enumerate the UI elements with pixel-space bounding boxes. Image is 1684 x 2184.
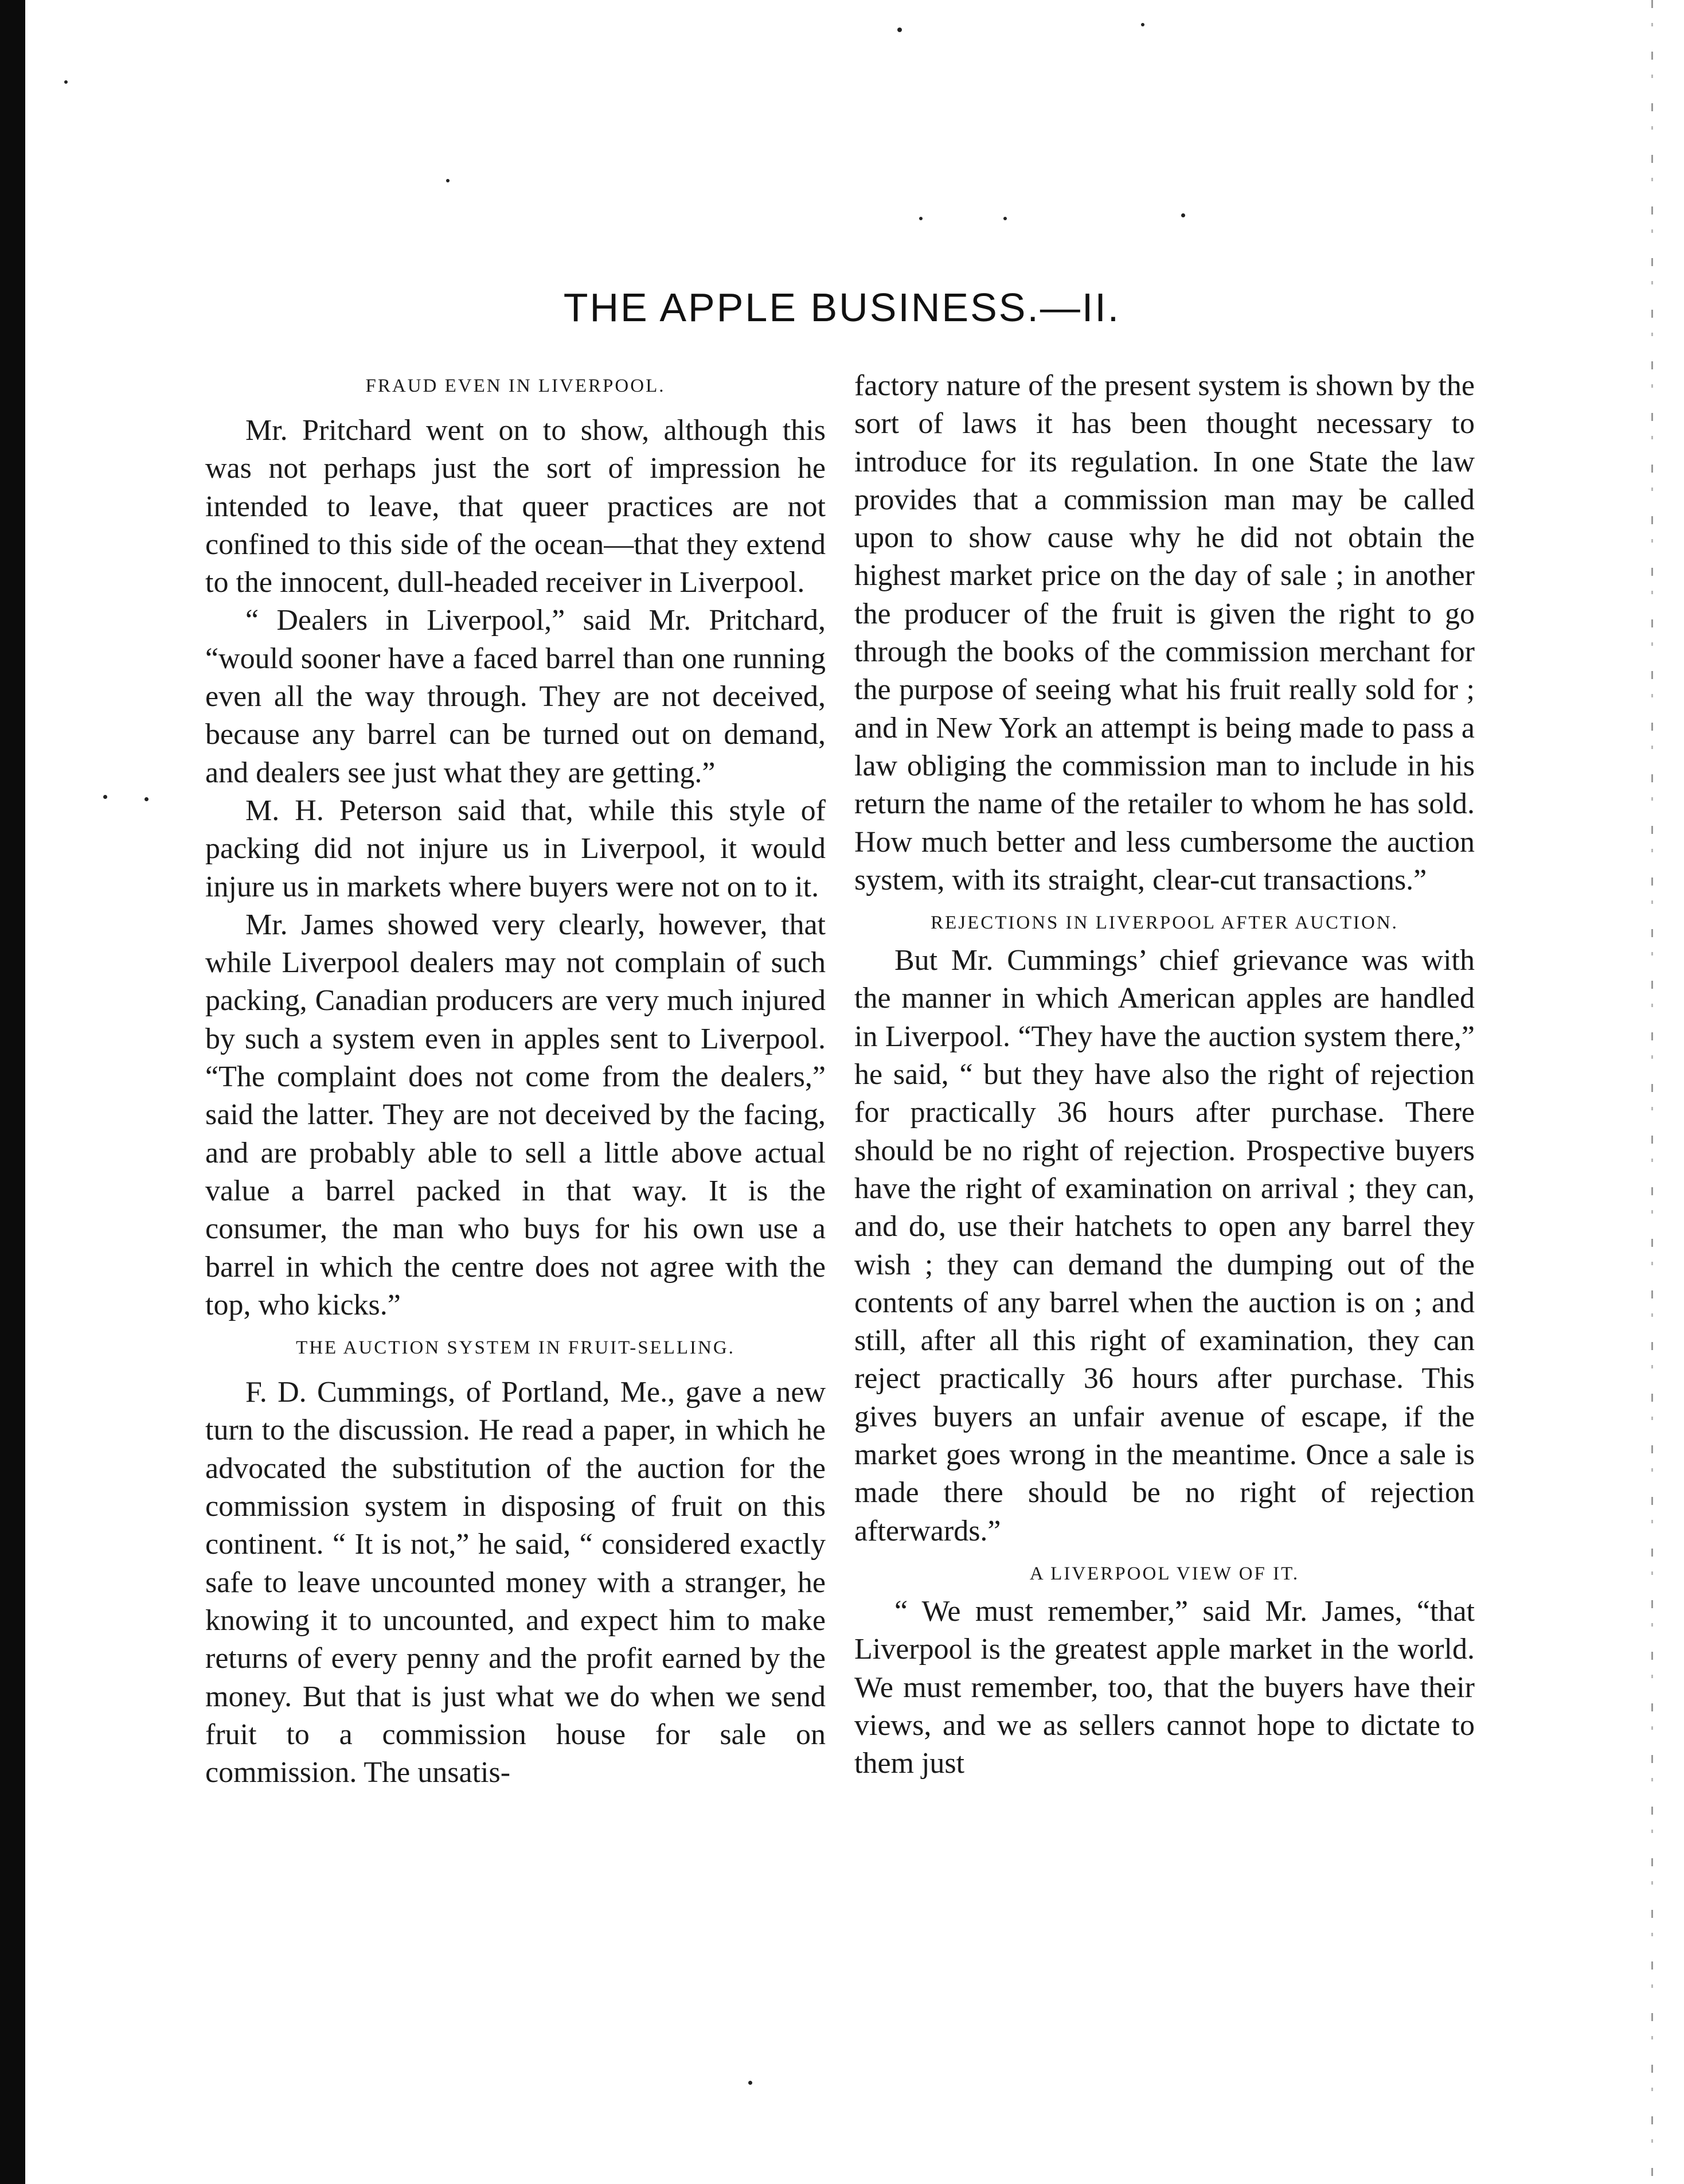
paragraph: Mr. James showed very clearly, however, that while Liverpool dealers may not complain of such packing, Canadian producers are very much injured by such a system even in apples sent to Liverpool. “The complaint does not come from the dealers,” said the latter. They are not deceived by the facing, and are probably able to sell a little above actual value a barrel packed in that way. It is the consumer, the man who buys for his own use a barrel in which the centre does not agree with the top, who kicks.” — [205, 908, 826, 1321]
scan-speck — [1181, 213, 1185, 217]
scan-speck — [897, 28, 902, 32]
right-column — [854, 367, 1475, 1783]
section-heading-rejections: REJECTIONS IN LIVERPOOL AFTER AUCTION. — [931, 912, 1398, 934]
scan-speck — [1003, 217, 1007, 220]
paragraph: “ We must remember,” said Mr. James, “that Liverpool is the greatest apple market in the world. We must remember, too, that the buyers have their views, and we as sellers cannot hope to dictate to them just — [854, 1594, 1475, 1780]
scan-speck — [64, 80, 68, 84]
page-title: THE APPLE BUSINESS.—II. — [563, 285, 1121, 330]
scan-speck — [1141, 23, 1144, 26]
scan-speck — [144, 797, 149, 801]
section-heading-liverpool-view: A LIVERPOOL VIEW OF IT. — [1029, 1563, 1300, 1584]
section-heading-auction: THE AUCTION SYSTEM IN FRUIT-SELLING. — [296, 1337, 735, 1359]
paragraph: M. H. Peterson said that, while this style of packing did not injure us in Liverpool, it would injure us in markets where buyers were not on to it. — [205, 794, 826, 903]
left-column — [205, 367, 826, 1792]
paragraph: factory nature of the present system is shown by the sort of laws it has been thought necessary to introduce for its regulation. In one State the law provides that a commission man may be called upon to show cause why he did not obtain the highest market price on the day of sale ; in another the producer of the fruit is given the right to go through the books of the commission merchant for the purpose of seeing what his fruit really sold for ; and in New York an attempt is being made to pass a law obliging the commission man to include in his return the name of the retailer to whom he has sold. How much better and less cumbersome the auction system, with its straight, clear-cut transactions.” — [854, 369, 1475, 896]
paragraph: F. D. Cummings, of Portland, Me., gave a new turn to the discussion. He read a paper, in which he advocated the substitution of the auction for the commission system in disposing of fruit on this continent. “ It is not,” he said, “ considered exactly safe to leave uncounted money with a stranger, he knowing it to uncounted, and expect him to make returns of every penny and the profit earned by the money. But that is just what we do when we send fruit to a commission house for sale on commission. The unsatis- — [205, 1376, 826, 1789]
scan-speck — [103, 795, 107, 799]
scan-speck — [748, 2081, 752, 2085]
scan-speck — [446, 179, 450, 182]
paragraph: “ Dealers in Liverpool,” said Mr. Pritchard, “would sooner have a faced barrel than one running even all the way through. They are not deceived, because any barrel can be turned out on demand, and dealers see just what they are getting.” — [205, 604, 826, 789]
scan-speck — [919, 217, 923, 220]
paragraph: But Mr. Cummings’ chief grievance was with the manner in which American apples are handled in Liverpool. “They have the auction system there,” he said, “ but they have also the right of rejection for practically 36 hours after purchase. There should be no right of rejection. Prospective buyers have the right of examination on arrival ; they can, and do, use their hatchets to open any barrel they wish ; they can demand the dumping out of the contents of any barrel when the auction is on ; and still, after all this right of examination, they can reject practically 36 hours after purchase. This gives buyers an unfair avenue of escape, if the market goes wrong in the meantime. Once a sale is made there should be no right of rejection afterwards.” — [854, 944, 1475, 1547]
section-heading-fraud: FRAUD EVEN IN LIVERPOOL. — [365, 376, 666, 396]
paragraph: Mr. Pritchard went on to show, although this was not perhaps just the sort of impression he intended to leave, that queer practices are not confined to this side of the ocean—that they extend to the innocent, dull-headed receiver in Liverpool. — [205, 414, 826, 599]
